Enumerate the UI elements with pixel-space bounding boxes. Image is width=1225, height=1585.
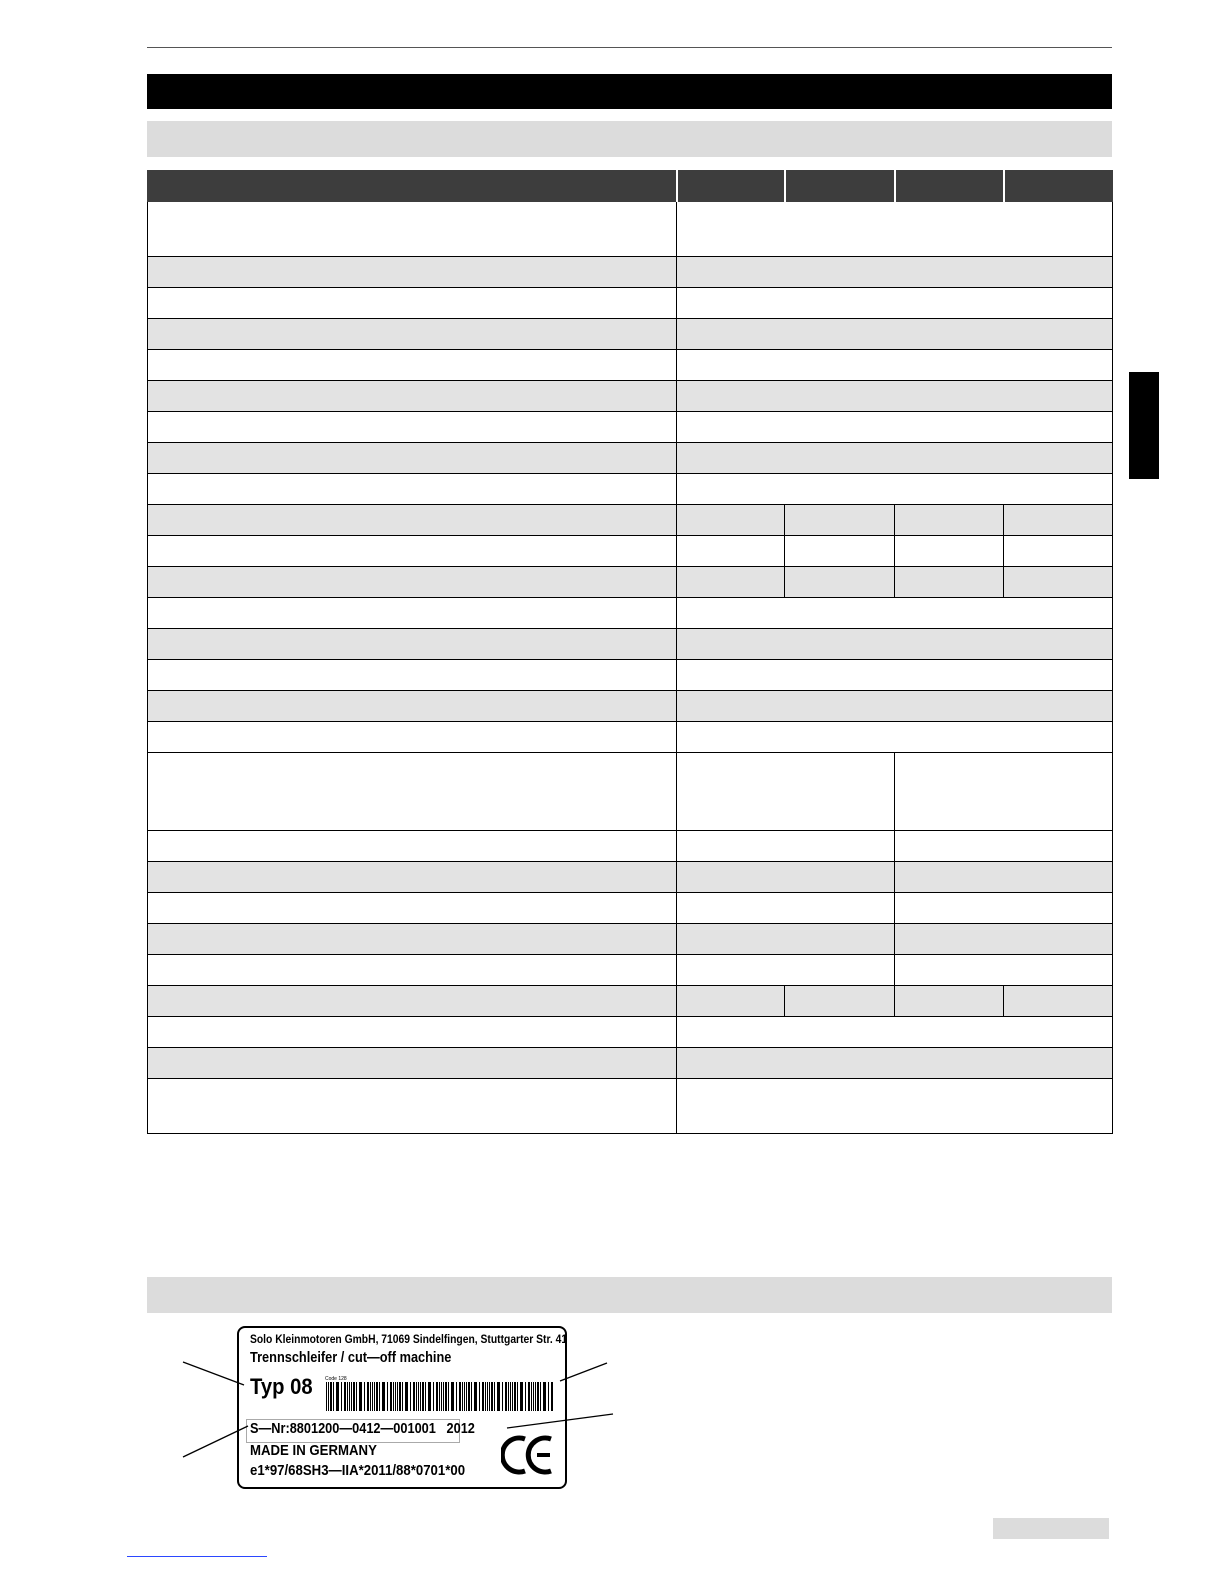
barcode-bar [390, 1382, 392, 1411]
section-bar-nameplate [147, 1277, 1112, 1313]
barcode-bar [399, 1382, 401, 1411]
table-row [148, 862, 1113, 893]
table-row [148, 1079, 1113, 1134]
header-cell [677, 171, 785, 202]
plate-origin: MADE IN GERMANY [250, 1442, 377, 1459]
language-thumb-tab [1129, 372, 1159, 479]
ce-mark-icon [501, 1433, 555, 1477]
barcode-bar [464, 1382, 465, 1411]
barcode-bar [397, 1382, 398, 1411]
barcode-bar [489, 1382, 490, 1411]
barcode-bar [328, 1382, 329, 1411]
table-row [148, 986, 1113, 1017]
barcode-bar [428, 1382, 431, 1411]
barcode-bar [436, 1382, 438, 1411]
barcode-bar [494, 1382, 495, 1411]
barcode-bar [445, 1382, 447, 1411]
barcode-bar [336, 1382, 339, 1411]
barcode-bar [364, 1382, 365, 1411]
table-row [148, 753, 1113, 831]
barcode-bar [548, 1382, 549, 1411]
production-year: 2012 [446, 1421, 475, 1437]
barcode-bar [425, 1382, 426, 1411]
serial-number: S—Nr:8801200—0412—001001 [250, 1421, 436, 1437]
barcode-bar [387, 1382, 388, 1411]
table-row [148, 924, 1113, 955]
barcode-bar [439, 1382, 440, 1411]
plate-approval: e1*97/68SH3—IIA*2011/88*0701*00 [250, 1462, 466, 1479]
plate-product: Trennschleifer / cut—off machine [250, 1350, 452, 1366]
table-row [148, 350, 1113, 381]
barcode-bar [525, 1382, 526, 1411]
barcode-bar [531, 1382, 532, 1411]
barcode-bar [505, 1382, 507, 1411]
plate-type: Typ 08 [250, 1374, 313, 1399]
barcode-bar [535, 1382, 536, 1411]
barcode-bar [502, 1382, 503, 1411]
barcode-bar [497, 1382, 500, 1411]
barcode-bar [344, 1382, 346, 1411]
barcode-bar [395, 1382, 396, 1411]
barcode-bar [466, 1382, 467, 1411]
barcode-bar [330, 1382, 332, 1411]
barcode-bar [448, 1382, 449, 1411]
barcode-bar [420, 1382, 421, 1411]
barcode-bar [418, 1382, 419, 1411]
barcode-bar [441, 1382, 442, 1411]
table-row [148, 1017, 1113, 1048]
table-row [148, 319, 1113, 350]
barcode-bar [451, 1382, 454, 1411]
barcode-bar [537, 1382, 539, 1411]
table-row [148, 955, 1113, 986]
table-row [148, 893, 1113, 924]
table-row [148, 381, 1113, 412]
barcode-bar [512, 1382, 513, 1411]
barcode-bar [443, 1382, 444, 1411]
table-row [148, 474, 1113, 505]
footer-link-underline[interactable] [127, 1556, 267, 1557]
page-number-box [993, 1518, 1109, 1539]
barcode-bar [474, 1382, 477, 1411]
barcode-bar [416, 1382, 417, 1411]
header-cell [785, 171, 895, 202]
table-row [148, 567, 1113, 598]
barcode-bar [370, 1382, 371, 1411]
barcode-bar [543, 1382, 546, 1411]
barcode-bar [462, 1382, 463, 1411]
barcode-bar [456, 1382, 457, 1411]
table-row [148, 722, 1113, 753]
barcode-bar [376, 1382, 378, 1411]
barcode-bar [508, 1382, 509, 1411]
barcode-bar [347, 1382, 348, 1411]
barcode-bar [333, 1382, 334, 1411]
barcode-bar [433, 1382, 434, 1411]
barcode-bar [393, 1382, 394, 1411]
table-header-row [148, 171, 1113, 202]
barcode-bar [479, 1382, 480, 1411]
barcode-bar [326, 1382, 327, 1411]
barcode-bar [374, 1382, 375, 1411]
barcode-bar [402, 1382, 403, 1411]
technical-data-table [147, 170, 1113, 1134]
barcode-bar [359, 1382, 362, 1411]
table-row [148, 536, 1113, 567]
barcode-bar [379, 1382, 380, 1411]
table-row [148, 1048, 1113, 1079]
header-rule [147, 47, 1112, 48]
barcode-caption: Code 128 [325, 1376, 347, 1382]
barcode-bar [459, 1382, 461, 1411]
barcode-bar [367, 1382, 369, 1411]
barcode-bar [551, 1382, 553, 1411]
barcode-bar [422, 1382, 424, 1411]
chapter-title-bar [147, 74, 1112, 109]
barcode-bar [353, 1382, 355, 1411]
barcode-bar [520, 1382, 523, 1411]
barcode-bar [510, 1382, 511, 1411]
barcode-bar [349, 1382, 350, 1411]
table-row [148, 412, 1113, 443]
barcode-bar [533, 1382, 534, 1411]
barcode-bar [491, 1382, 493, 1411]
table-row [148, 598, 1113, 629]
header-cell [148, 171, 677, 202]
table-row [148, 443, 1113, 474]
barcode-bar [372, 1382, 373, 1411]
header-cell [1004, 171, 1113, 202]
plate-serial [250, 1421, 475, 1437]
barcode-bar [487, 1382, 488, 1411]
table-row [148, 691, 1113, 722]
barcode-bar [514, 1382, 516, 1411]
table-row [148, 831, 1113, 862]
table-row [148, 257, 1113, 288]
barcode-bar [356, 1382, 357, 1411]
barcode-bar [540, 1382, 541, 1411]
barcode-bar [482, 1382, 484, 1411]
plate-company: Solo Kleinmotoren GmbH, 71069 Sindelfingen, Stuttgarter Str. 41 [250, 1332, 568, 1346]
type-plate-image [237, 1326, 567, 1489]
barcode-bar [468, 1382, 470, 1411]
barcode-bar [410, 1382, 411, 1411]
barcode-bar [341, 1382, 342, 1411]
barcode-bar [413, 1382, 415, 1411]
table-row [148, 202, 1113, 257]
barcode-bar [405, 1382, 408, 1411]
table-row [148, 660, 1113, 691]
barcode-bar [517, 1382, 518, 1411]
table-row [148, 505, 1113, 536]
barcode-icon [325, 1374, 555, 1412]
section-bar-technical-data [147, 121, 1112, 157]
barcode-bar [471, 1382, 472, 1411]
header-cell [895, 171, 1004, 202]
barcode-bar [485, 1382, 486, 1411]
barcode-bar [351, 1382, 352, 1411]
table-row [148, 629, 1113, 660]
barcode-bar [382, 1382, 385, 1411]
barcode-bar [528, 1382, 530, 1411]
table-row [148, 288, 1113, 319]
